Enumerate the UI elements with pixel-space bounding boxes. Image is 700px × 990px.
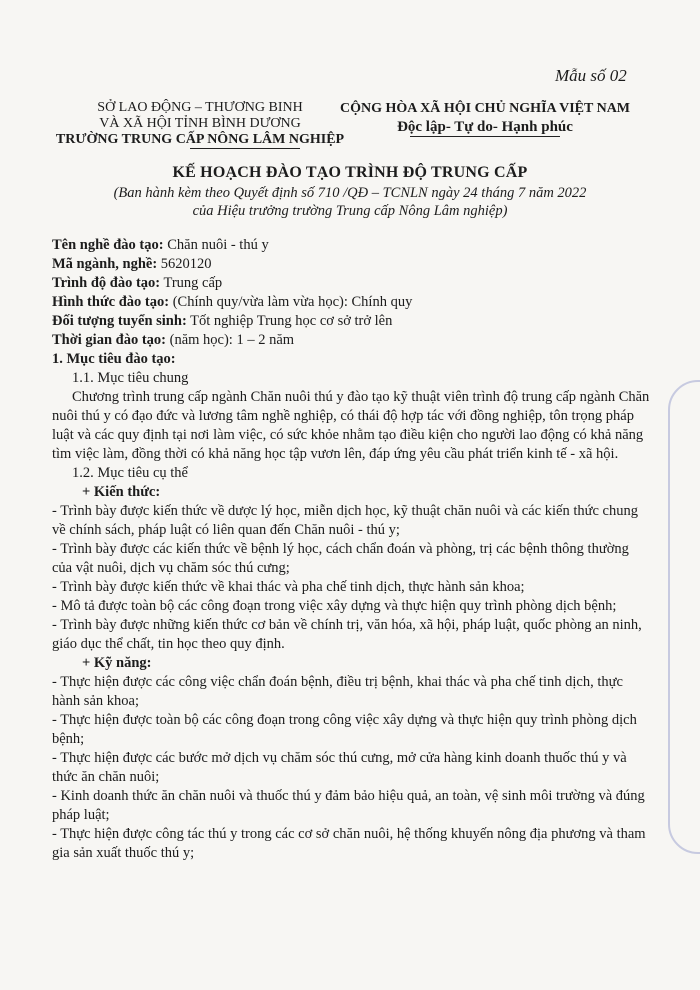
- info-row: [52, 255, 652, 274]
- skill-item: - Thực hiện được công tác thú y trong các cơ sở chăn nuôi, hệ thống khuyến nông địa phương và tham gia sản xuất thuốc thú y;: [52, 826, 646, 861]
- general-objective-paragraph: Chương trình trung cấp ngành Chăn nuôi thú y đào tạo kỹ thuật viên trình độ trung cấp ngành Chăn nuôi thú y có đạo đức và lương tâm nghề nghiệp, có thái độ hợp tác với đồng nghiệp, tôn trọng pháp luật và các quy định tại nơi làm việc, có sức khỏe nhằm tạo điều kiện cho người lao động có khả năng tìm việc làm, đồng thời có khả năng học tập vươn lên, đáp ứng yêu cầu phát triển kinh tế - xã hội.: [52, 389, 650, 462]
- info-row: [52, 236, 652, 255]
- section-1-2-heading: 1.2. Mục tiêu cụ thể: [72, 465, 188, 481]
- knowledge-heading: + Kiến thức:: [82, 484, 161, 500]
- school-name: TRƯỜNG TRUNG CẤP NÔNG LÂM NGHIỆP: [55, 132, 345, 147]
- agency-line-2: VÀ XÃ HỘI TỈNH BÌNH DƯƠNG: [99, 116, 301, 131]
- official-seal-edge: [668, 380, 700, 854]
- header-right-underline: [410, 136, 560, 137]
- national-header: [340, 100, 630, 137]
- skill-item: - Kinh doanh thức ăn chăn nuôi và thuốc thú y đảm bảo hiệu quả, an toàn, vệ sinh môi trường và đúng pháp luật;: [52, 788, 645, 823]
- section-1-1-heading: 1.1. Mục tiêu chung: [72, 370, 189, 386]
- info-row: [52, 293, 652, 312]
- agency-line-1: SỞ LAO ĐỘNG – THƯƠNG BINH: [97, 100, 303, 115]
- skill-item: - Thực hiện được các công việc chẩn đoán bệnh, điều trị bệnh, khai thác và pha chế tinh dịch, thực hành sản khoa;: [52, 674, 623, 709]
- header-left-underline: [190, 148, 300, 149]
- info-row: [52, 274, 652, 293]
- country-name: CỘNG HÒA XÃ HỘI CHỦ NGHĨA VIỆT NAM: [340, 101, 631, 116]
- info-value: (năm học): 1 – 2 năm: [165, 332, 295, 348]
- info-row: [52, 331, 652, 350]
- info-value: Trung cấp: [160, 275, 223, 291]
- info-label: Tên nghề đào tạo:: [52, 237, 164, 253]
- form-number: Mẫu số 02: [555, 66, 627, 85]
- national-motto: Độc lập- Tự do- Hạnh phúc: [397, 119, 573, 135]
- info-value: 5620120: [157, 256, 212, 272]
- knowledge-item: - Trình bày được các kiến thức về bệnh lý học, cách chẩn đoán và phòng, trị các bệnh thông thường của vật nuôi, dịch vụ chăm sóc thú cưng;: [52, 541, 629, 576]
- document-subtitle: [60, 184, 640, 220]
- skills-heading: + Kỹ năng:: [82, 655, 152, 671]
- info-value: Tốt nghiệp Trung học cơ sở trở lên: [186, 313, 393, 329]
- section-1-heading: 1. Mục tiêu đào tạo:: [52, 351, 176, 367]
- skill-item: - Thực hiện được toàn bộ các công đoạn trong công việc xây dựng và thực hiện quy trình phòng dịch bệnh;: [52, 712, 637, 747]
- info-label: Đối tượng tuyển sinh:: [52, 313, 187, 329]
- training-info: [52, 236, 652, 350]
- info-label: Thời gian đào tạo:: [52, 332, 166, 348]
- info-row: [52, 312, 652, 331]
- issuing-agency-header: [40, 100, 360, 149]
- document-title: KẾ HOẠCH ĐÀO TẠO TRÌNH ĐỘ TRUNG CẤP: [172, 164, 528, 181]
- subtitle-line-2: của Hiệu trưởng trường Trung cấp Nông Lâm nghiệp): [192, 203, 508, 219]
- info-label: Mã ngành, nghề:: [52, 256, 158, 272]
- info-value: (Chính quy/vừa làm vừa học): Chính quy: [169, 294, 413, 310]
- knowledge-item: - Mô tả được toàn bộ các công đoạn trong việc xây dựng và thực hiện quy trình phòng dịch bệnh;: [52, 598, 617, 614]
- info-label: Hình thức đào tạo:: [52, 294, 170, 310]
- info-label: Trình độ đào tạo:: [52, 275, 161, 291]
- info-value: Chăn nuôi - thú y: [163, 237, 269, 253]
- subtitle-line-1: (Ban hành kèm theo Quyết định số 710 /QĐ – TCNLN ngày 24 tháng 7 năm 2022: [113, 185, 587, 201]
- knowledge-item: - Trình bày được những kiến thức cơ bản về chính trị, văn hóa, xã hội, pháp luật, quốc phòng an ninh, giáo dục thể chất, tin học theo quy định.: [52, 617, 642, 652]
- document-body: [52, 236, 652, 863]
- knowledge-item: - Trình bày được kiến thức về khai thác và pha chế tinh dịch, thực hành sản khoa;: [52, 579, 525, 595]
- skill-item: - Thực hiện được các bước mở dịch vụ chăm sóc thú cưng, mở cửa hàng kinh doanh thuốc thú y và thức ăn chăn nuôi;: [52, 750, 627, 785]
- knowledge-item: - Trình bày được kiến thức về dược lý học, miễn dịch học, kỹ thuật chăn nuôi và các kiến thức chung về chính sách, pháp luật có liên quan đến Chăn nuôi - thú y;: [52, 503, 638, 538]
